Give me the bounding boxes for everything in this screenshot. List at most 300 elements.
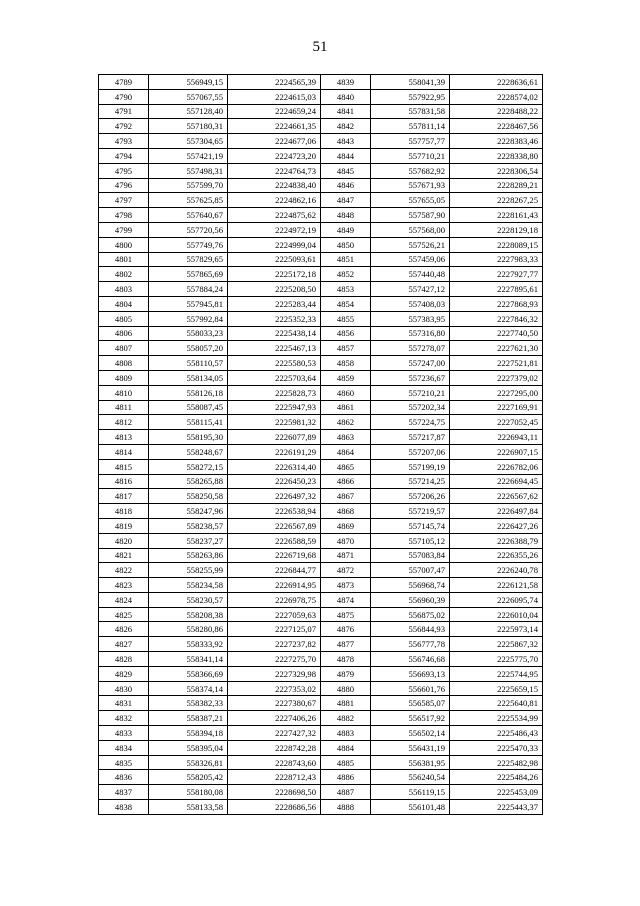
point-number-cell: 4824 xyxy=(99,592,149,607)
x-coordinate-cell: 556960,39 xyxy=(371,592,450,607)
x-coordinate-cell: 558255,99 xyxy=(149,563,228,578)
y-coordinate-cell: 2227353,02 xyxy=(228,681,321,696)
y-coordinate-cell: 2224764,73 xyxy=(228,163,321,178)
point-number-cell: 4840 xyxy=(321,89,371,104)
x-coordinate-cell: 556949,15 xyxy=(149,75,228,90)
point-number-cell: 4845 xyxy=(321,163,371,178)
x-coordinate-cell: 558110,57 xyxy=(149,356,228,371)
x-coordinate-cell: 558238,57 xyxy=(149,518,228,533)
point-number-cell: 4834 xyxy=(99,740,149,755)
x-coordinate-cell: 556746,68 xyxy=(371,652,450,667)
point-number-cell: 4847 xyxy=(321,193,371,208)
y-coordinate-cell: 2224615,03 xyxy=(228,89,321,104)
x-coordinate-cell: 556693,13 xyxy=(371,666,450,681)
y-coordinate-cell: 2224972,19 xyxy=(228,222,321,237)
point-number-cell: 4827 xyxy=(99,637,149,652)
y-coordinate-cell: 2224661,35 xyxy=(228,119,321,134)
y-coordinate-cell: 2226567,62 xyxy=(450,489,543,504)
y-coordinate-cell: 2226538,94 xyxy=(228,504,321,519)
x-coordinate-cell: 557202,34 xyxy=(371,400,450,415)
point-number-cell: 4852 xyxy=(321,267,371,282)
y-coordinate-cell: 2228488,22 xyxy=(450,104,543,119)
x-coordinate-cell: 558180,08 xyxy=(149,785,228,800)
y-coordinate-cell: 2225453,09 xyxy=(450,785,543,800)
table-row xyxy=(99,444,543,459)
point-number-cell: 4881 xyxy=(321,696,371,711)
point-number-cell: 4826 xyxy=(99,622,149,637)
x-coordinate-cell: 557526,21 xyxy=(371,237,450,252)
point-number-cell: 4851 xyxy=(321,252,371,267)
y-coordinate-cell: 2225482,98 xyxy=(450,755,543,770)
x-coordinate-cell: 557829,65 xyxy=(149,252,228,267)
x-coordinate-cell: 557640,67 xyxy=(149,208,228,223)
y-coordinate-cell: 2227295,00 xyxy=(450,385,543,400)
y-coordinate-cell: 2228636,61 xyxy=(450,75,543,90)
x-coordinate-cell: 558394,18 xyxy=(149,726,228,741)
x-coordinate-cell: 558263,86 xyxy=(149,548,228,563)
y-coordinate-cell: 2225775,70 xyxy=(450,652,543,667)
point-number-cell: 4842 xyxy=(321,119,371,134)
x-coordinate-cell: 556381,95 xyxy=(371,755,450,770)
y-coordinate-cell: 2226355,26 xyxy=(450,548,543,563)
y-coordinate-cell: 2228289,21 xyxy=(450,178,543,193)
y-coordinate-cell: 2226588,59 xyxy=(228,533,321,548)
point-number-cell: 4832 xyxy=(99,711,149,726)
y-coordinate-cell: 2225352,33 xyxy=(228,311,321,326)
y-coordinate-cell: 2227329,98 xyxy=(228,666,321,681)
point-number-cell: 4857 xyxy=(321,341,371,356)
x-coordinate-cell: 558265,88 xyxy=(149,474,228,489)
y-coordinate-cell: 2224999,04 xyxy=(228,237,321,252)
point-number-cell: 4799 xyxy=(99,222,149,237)
y-coordinate-cell: 2225093,61 xyxy=(228,252,321,267)
y-coordinate-cell: 2226567,89 xyxy=(228,518,321,533)
y-coordinate-cell: 2228743,60 xyxy=(228,755,321,770)
y-coordinate-cell: 2226497,84 xyxy=(450,504,543,519)
y-coordinate-cell: 2225744,95 xyxy=(450,666,543,681)
y-coordinate-cell: 2224862,16 xyxy=(228,193,321,208)
x-coordinate-cell: 557757,77 xyxy=(371,134,450,149)
page-number: 51 xyxy=(312,39,328,55)
x-coordinate-cell: 556968,74 xyxy=(371,578,450,593)
point-number-cell: 4849 xyxy=(321,222,371,237)
y-coordinate-cell: 2226388,79 xyxy=(450,533,543,548)
point-number-cell: 4805 xyxy=(99,311,149,326)
y-coordinate-cell: 2225467,13 xyxy=(228,341,321,356)
point-number-cell: 4875 xyxy=(321,607,371,622)
x-coordinate-cell: 556119,15 xyxy=(371,785,450,800)
x-coordinate-cell: 557671,93 xyxy=(371,178,450,193)
point-number-cell: 4871 xyxy=(321,548,371,563)
table-row xyxy=(99,592,543,607)
x-coordinate-cell: 558248,67 xyxy=(149,444,228,459)
table-row xyxy=(99,740,543,755)
table-row xyxy=(99,800,543,815)
table-row xyxy=(99,163,543,178)
y-coordinate-cell: 2226240,78 xyxy=(450,563,543,578)
y-coordinate-cell: 2225703,64 xyxy=(228,370,321,385)
y-coordinate-cell: 2225947,93 xyxy=(228,400,321,415)
x-coordinate-cell: 557884,24 xyxy=(149,282,228,297)
y-coordinate-cell: 2226450,23 xyxy=(228,474,321,489)
point-number-cell: 4838 xyxy=(99,800,149,815)
y-coordinate-cell: 2224838,40 xyxy=(228,178,321,193)
x-coordinate-cell: 558041,39 xyxy=(371,75,450,90)
y-coordinate-cell: 2225640,81 xyxy=(450,696,543,711)
y-coordinate-cell: 2226719,68 xyxy=(228,548,321,563)
point-number-cell: 4861 xyxy=(321,400,371,415)
x-coordinate-cell: 557865,69 xyxy=(149,267,228,282)
point-number-cell: 4887 xyxy=(321,785,371,800)
table-row xyxy=(99,548,543,563)
point-number-cell: 4815 xyxy=(99,459,149,474)
y-coordinate-cell: 2224875,62 xyxy=(228,208,321,223)
point-number-cell: 4874 xyxy=(321,592,371,607)
point-number-cell: 4872 xyxy=(321,563,371,578)
table-row xyxy=(99,711,543,726)
point-number-cell: 4855 xyxy=(321,311,371,326)
y-coordinate-cell: 2226314,40 xyxy=(228,459,321,474)
y-coordinate-cell: 2227052,45 xyxy=(450,415,543,430)
point-number-cell: 4810 xyxy=(99,385,149,400)
table-row xyxy=(99,504,543,519)
y-coordinate-cell: 2228698,50 xyxy=(228,785,321,800)
x-coordinate-cell: 557105,12 xyxy=(371,533,450,548)
point-number-cell: 4818 xyxy=(99,504,149,519)
y-coordinate-cell: 2224677,06 xyxy=(228,134,321,149)
table-row xyxy=(99,518,543,533)
y-coordinate-cell: 2228686,56 xyxy=(228,800,321,815)
y-coordinate-cell: 2227380,67 xyxy=(228,696,321,711)
point-number-cell: 4863 xyxy=(321,430,371,445)
point-number-cell: 4854 xyxy=(321,296,371,311)
table-row xyxy=(99,237,543,252)
point-number-cell: 4816 xyxy=(99,474,149,489)
point-number-cell: 4793 xyxy=(99,134,149,149)
table-row xyxy=(99,607,543,622)
y-coordinate-cell: 2225470,33 xyxy=(450,740,543,755)
y-coordinate-cell: 2228574,02 xyxy=(450,89,543,104)
x-coordinate-cell: 556777,78 xyxy=(371,637,450,652)
table-row xyxy=(99,178,543,193)
point-number-cell: 4869 xyxy=(321,518,371,533)
point-number-cell: 4795 xyxy=(99,163,149,178)
y-coordinate-cell: 2228338,80 xyxy=(450,148,543,163)
y-coordinate-cell: 2227237,82 xyxy=(228,637,321,652)
x-coordinate-cell: 557217,87 xyxy=(371,430,450,445)
y-coordinate-cell: 2226978,75 xyxy=(228,592,321,607)
x-coordinate-cell: 556517,92 xyxy=(371,711,450,726)
point-number-cell: 4811 xyxy=(99,400,149,415)
y-coordinate-cell: 2228267,25 xyxy=(450,193,543,208)
point-number-cell: 4831 xyxy=(99,696,149,711)
x-coordinate-cell: 557219,57 xyxy=(371,504,450,519)
y-coordinate-cell: 2225981,32 xyxy=(228,415,321,430)
x-coordinate-cell: 558208,38 xyxy=(149,607,228,622)
point-number-cell: 4888 xyxy=(321,800,371,815)
table-row xyxy=(99,341,543,356)
point-number-cell: 4886 xyxy=(321,770,371,785)
y-coordinate-cell: 2225486,43 xyxy=(450,726,543,741)
y-coordinate-cell: 2224659,24 xyxy=(228,104,321,119)
table-row xyxy=(99,356,543,371)
y-coordinate-cell: 2227059,63 xyxy=(228,607,321,622)
table-row xyxy=(99,489,543,504)
x-coordinate-cell: 556502,14 xyxy=(371,726,450,741)
table-row xyxy=(99,622,543,637)
point-number-cell: 4878 xyxy=(321,652,371,667)
point-number-cell: 4804 xyxy=(99,296,149,311)
point-number-cell: 4846 xyxy=(321,178,371,193)
y-coordinate-cell: 2227983,33 xyxy=(450,252,543,267)
x-coordinate-cell: 557316,80 xyxy=(371,326,450,341)
y-coordinate-cell: 2226907,15 xyxy=(450,444,543,459)
x-coordinate-cell: 558033,23 xyxy=(149,326,228,341)
y-coordinate-cell: 2227521,81 xyxy=(450,356,543,371)
table-row xyxy=(99,400,543,415)
point-number-cell: 4809 xyxy=(99,370,149,385)
point-number-cell: 4796 xyxy=(99,178,149,193)
x-coordinate-cell: 558133,58 xyxy=(149,800,228,815)
point-number-cell: 4801 xyxy=(99,252,149,267)
point-number-cell: 4841 xyxy=(321,104,371,119)
point-number-cell: 4835 xyxy=(99,755,149,770)
point-number-cell: 4830 xyxy=(99,681,149,696)
x-coordinate-cell: 557568,00 xyxy=(371,222,450,237)
x-coordinate-cell: 557083,84 xyxy=(371,548,450,563)
x-coordinate-cell: 558374,14 xyxy=(149,681,228,696)
point-number-cell: 4876 xyxy=(321,622,371,637)
x-coordinate-cell: 558326,81 xyxy=(149,755,228,770)
x-coordinate-cell: 557304,65 xyxy=(149,134,228,149)
point-number-cell: 4837 xyxy=(99,785,149,800)
table-row xyxy=(99,296,543,311)
y-coordinate-cell: 2226782,06 xyxy=(450,459,543,474)
y-coordinate-cell: 2225534,99 xyxy=(450,711,543,726)
y-coordinate-cell: 2225867,32 xyxy=(450,637,543,652)
point-number-cell: 4814 xyxy=(99,444,149,459)
table-row xyxy=(99,370,543,385)
coordinates-table-body xyxy=(99,75,543,815)
point-number-cell: 4883 xyxy=(321,726,371,741)
x-coordinate-cell: 558057,20 xyxy=(149,341,228,356)
point-number-cell: 4807 xyxy=(99,341,149,356)
point-number-cell: 4839 xyxy=(321,75,371,90)
x-coordinate-cell: 557459,06 xyxy=(371,252,450,267)
point-number-cell: 4828 xyxy=(99,652,149,667)
x-coordinate-cell: 557749,76 xyxy=(149,237,228,252)
x-coordinate-cell: 557278,07 xyxy=(371,341,450,356)
point-number-cell: 4825 xyxy=(99,607,149,622)
y-coordinate-cell: 2225828,73 xyxy=(228,385,321,400)
point-number-cell: 4813 xyxy=(99,430,149,445)
table-row xyxy=(99,459,543,474)
point-number-cell: 4864 xyxy=(321,444,371,459)
point-number-cell: 4836 xyxy=(99,770,149,785)
x-coordinate-cell: 558366,69 xyxy=(149,666,228,681)
x-coordinate-cell: 557831,58 xyxy=(371,104,450,119)
x-coordinate-cell: 557682,92 xyxy=(371,163,450,178)
point-number-cell: 4850 xyxy=(321,237,371,252)
table-row xyxy=(99,222,543,237)
x-coordinate-cell: 557599,70 xyxy=(149,178,228,193)
y-coordinate-cell: 2226010,04 xyxy=(450,607,543,622)
x-coordinate-cell: 558247,96 xyxy=(149,504,228,519)
x-coordinate-cell: 556875,02 xyxy=(371,607,450,622)
table-row xyxy=(99,75,543,90)
point-number-cell: 4880 xyxy=(321,681,371,696)
x-coordinate-cell: 558280,86 xyxy=(149,622,228,637)
x-coordinate-cell: 556431,19 xyxy=(371,740,450,755)
point-number-cell: 4853 xyxy=(321,282,371,297)
table-row xyxy=(99,193,543,208)
point-number-cell: 4789 xyxy=(99,75,149,90)
table-row xyxy=(99,89,543,104)
point-number-cell: 4862 xyxy=(321,415,371,430)
x-coordinate-cell: 558087,45 xyxy=(149,400,228,415)
point-number-cell: 4873 xyxy=(321,578,371,593)
point-number-cell: 4822 xyxy=(99,563,149,578)
x-coordinate-cell: 556844,93 xyxy=(371,622,450,637)
x-coordinate-cell: 558341,14 xyxy=(149,652,228,667)
y-coordinate-cell: 2227895,61 xyxy=(450,282,543,297)
point-number-cell: 4817 xyxy=(99,489,149,504)
point-number-cell: 4885 xyxy=(321,755,371,770)
x-coordinate-cell: 556101,48 xyxy=(371,800,450,815)
point-number-cell: 4865 xyxy=(321,459,371,474)
table-row xyxy=(99,755,543,770)
table-row xyxy=(99,785,543,800)
y-coordinate-cell: 2228161,43 xyxy=(450,208,543,223)
y-coordinate-cell: 2226077,89 xyxy=(228,430,321,445)
y-coordinate-cell: 2226427,26 xyxy=(450,518,543,533)
y-coordinate-cell: 2227379,02 xyxy=(450,370,543,385)
point-number-cell: 4823 xyxy=(99,578,149,593)
point-number-cell: 4843 xyxy=(321,134,371,149)
x-coordinate-cell: 558382,33 xyxy=(149,696,228,711)
point-number-cell: 4821 xyxy=(99,548,149,563)
y-coordinate-cell: 2228742,28 xyxy=(228,740,321,755)
point-number-cell: 4877 xyxy=(321,637,371,652)
y-coordinate-cell: 2228129,18 xyxy=(450,222,543,237)
y-coordinate-cell: 2227125,07 xyxy=(228,622,321,637)
point-number-cell: 4829 xyxy=(99,666,149,681)
y-coordinate-cell: 2225283,44 xyxy=(228,296,321,311)
point-number-cell: 4800 xyxy=(99,237,149,252)
y-coordinate-cell: 2225580,53 xyxy=(228,356,321,371)
x-coordinate-cell: 557922,95 xyxy=(371,89,450,104)
point-number-cell: 4870 xyxy=(321,533,371,548)
point-number-cell: 4884 xyxy=(321,740,371,755)
y-coordinate-cell: 2225659,15 xyxy=(450,681,543,696)
y-coordinate-cell: 2225973,14 xyxy=(450,622,543,637)
x-coordinate-cell: 557587,90 xyxy=(371,208,450,223)
x-coordinate-cell: 557421,19 xyxy=(149,148,228,163)
y-coordinate-cell: 2227169,91 xyxy=(450,400,543,415)
x-coordinate-cell: 558205,42 xyxy=(149,770,228,785)
x-coordinate-cell: 558234,58 xyxy=(149,578,228,593)
table-row xyxy=(99,770,543,785)
point-number-cell: 4806 xyxy=(99,326,149,341)
x-coordinate-cell: 557247,00 xyxy=(371,356,450,371)
table-row xyxy=(99,533,543,548)
table-row xyxy=(99,637,543,652)
table-row xyxy=(99,652,543,667)
y-coordinate-cell: 2228467,56 xyxy=(450,119,543,134)
table-row xyxy=(99,119,543,134)
coordinates-table xyxy=(98,74,543,815)
x-coordinate-cell: 558115,41 xyxy=(149,415,228,430)
y-coordinate-cell: 2226095,74 xyxy=(450,592,543,607)
x-coordinate-cell: 558395,04 xyxy=(149,740,228,755)
y-coordinate-cell: 2227868,93 xyxy=(450,296,543,311)
x-coordinate-cell: 557383,95 xyxy=(371,311,450,326)
y-coordinate-cell: 2225484,26 xyxy=(450,770,543,785)
x-coordinate-cell: 556240,54 xyxy=(371,770,450,785)
point-number-cell: 4798 xyxy=(99,208,149,223)
y-coordinate-cell: 2227275,70 xyxy=(228,652,321,667)
y-coordinate-cell: 2228383,46 xyxy=(450,134,543,149)
point-number-cell: 4882 xyxy=(321,711,371,726)
table-row xyxy=(99,726,543,741)
point-number-cell: 4867 xyxy=(321,489,371,504)
x-coordinate-cell: 557427,12 xyxy=(371,282,450,297)
table-row xyxy=(99,666,543,681)
point-number-cell: 4860 xyxy=(321,385,371,400)
y-coordinate-cell: 2226497,32 xyxy=(228,489,321,504)
x-coordinate-cell: 556585,07 xyxy=(371,696,450,711)
y-coordinate-cell: 2225443,37 xyxy=(450,800,543,815)
point-number-cell: 4808 xyxy=(99,356,149,371)
y-coordinate-cell: 2224565,39 xyxy=(228,75,321,90)
table-row xyxy=(99,311,543,326)
point-number-cell: 4802 xyxy=(99,267,149,282)
point-number-cell: 4791 xyxy=(99,104,149,119)
table-row xyxy=(99,415,543,430)
point-number-cell: 4879 xyxy=(321,666,371,681)
x-coordinate-cell: 558126,18 xyxy=(149,385,228,400)
point-number-cell: 4866 xyxy=(321,474,371,489)
x-coordinate-cell: 557811,14 xyxy=(371,119,450,134)
point-number-cell: 4797 xyxy=(99,193,149,208)
x-coordinate-cell: 557007,47 xyxy=(371,563,450,578)
x-coordinate-cell: 557145,74 xyxy=(371,518,450,533)
table-row xyxy=(99,696,543,711)
x-coordinate-cell: 557408,03 xyxy=(371,296,450,311)
y-coordinate-cell: 2227846,32 xyxy=(450,311,543,326)
point-number-cell: 4812 xyxy=(99,415,149,430)
x-coordinate-cell: 557207,06 xyxy=(371,444,450,459)
x-coordinate-cell: 557210,21 xyxy=(371,385,450,400)
table-row xyxy=(99,134,543,149)
table-row xyxy=(99,681,543,696)
y-coordinate-cell: 2226694,45 xyxy=(450,474,543,489)
table-row xyxy=(99,252,543,267)
point-number-cell: 4858 xyxy=(321,356,371,371)
point-number-cell: 4868 xyxy=(321,504,371,519)
x-coordinate-cell: 557440,48 xyxy=(371,267,450,282)
y-coordinate-cell: 2228089,15 xyxy=(450,237,543,252)
x-coordinate-cell: 558237,27 xyxy=(149,533,228,548)
point-number-cell: 4833 xyxy=(99,726,149,741)
table-row xyxy=(99,563,543,578)
point-number-cell: 4848 xyxy=(321,208,371,223)
table-row xyxy=(99,148,543,163)
x-coordinate-cell: 558195,30 xyxy=(149,430,228,445)
y-coordinate-cell: 2225208,50 xyxy=(228,282,321,297)
table-row xyxy=(99,104,543,119)
x-coordinate-cell: 557498,31 xyxy=(149,163,228,178)
